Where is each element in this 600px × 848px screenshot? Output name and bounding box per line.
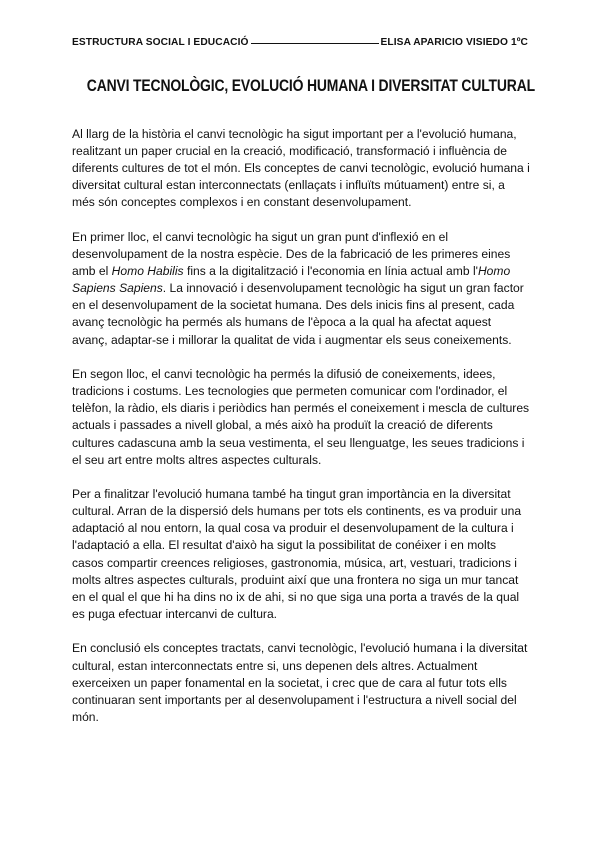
header-rule	[251, 43, 379, 44]
document-title: CANVI TECNOLÒGIC, EVOLUCIÓ HUMANA I DIVERSITAT CULTURAL	[86, 76, 535, 95]
paragraph-second-point: En segon lloc, el canvi tecnològic ha permés la difusió de coneixements, idees, tradicions i costums. Les tecnologies que permeten comunicar com l'ordinador, el telèfon, la ràdio, els diaris i periòdics han permés el coneixement i mescla de cultures actuals i passades a nivell global, a més això ha produït la creació de diferents cultures cadascuna amb la seua vestimenta, el seu llenguatge, les seues tradicions i el seu art entre molts altres aspectes culturals.	[72, 367, 530, 467]
document-body	[72, 126, 530, 726]
paragraph-text: . La innovació i desenvolupament tecnològic ha sigut un gran factor en el desenvolupament de la societat humana. Des dels inicis fins al present, cada avanç tecnològic ha permés als humans de l'època a la qual ha afectat aquest avanç, adaptar-se i millorar la qualitat de vida i augmentar els seus coneixements.	[72, 281, 524, 347]
paragraph-intro: Al llarg de la història el canvi tecnològic ha sigut important per a l'evolució humana, realitzant un paper crucial en la creació, modificació, transformació i influència de diferents cultures de tot el món. Els conceptes de canvi tecnològic, evolució humana i diversitat cultural estan interconnectats (enllaçats i influïts mútuament) entre si, a més són conceptes complexos i en constant desenvolupament.	[72, 127, 530, 210]
paragraph-first-point	[72, 229, 530, 349]
paragraph-text: En primer lloc, el canvi tecnològic ha sigut un gran punt d'inflexió en el desenvolupament de la nostra espècie. Des de la fabricació de les primeres eines amb el	[72, 229, 511, 279]
header-course: ESTRUCTURA SOCIAL I EDUCACIÓ	[72, 37, 249, 48]
header-author: ELISA APARICIO VISIEDO 1ºC	[380, 37, 528, 48]
italic-term: Homo Habilis	[111, 264, 184, 279]
page-header	[72, 37, 528, 48]
italic-term: Homo Sapiens Sapiens	[72, 264, 511, 296]
paragraph-third-point: Per a finalitzar l'evolució humana també ha tingut gran importància en la diversitat cultural. Arran de la dispersió dels humans per tots els continents, es va produir una adaptació al nou entorn, la qual cosa va produir el desenvolupament de la cultura i l'adaptació a ella. El resultat d'això ha sigut la possibilitat de conéixer i en molts casos compartir creences religioses, gastronomia, música, art, vestuari, tradicions i molts altres aspectes culturals, produint així que una frontera no siga un mur tancat en el qual el que hi ha dins no ix de ahi, si no que siga una porta a través de la qual es puga efectuar intercanvi de cultura.	[72, 487, 522, 621]
paragraph-text: fins a la digitalització i l'economia en línia actual amb l'	[183, 264, 478, 279]
paragraph-conclusion: En conclusió els conceptes tractats, canvi tecnològic, l'evolució humana i la diversitat cultural, estan interconnectats entre si, uns depenen dels altres. Actualment exerceixen un paper fonamental en la societat, i crec que de cara al futur tots ells continuaran sent importants per al desenvolupament i l'estructura a nivell social del món.	[72, 641, 528, 724]
